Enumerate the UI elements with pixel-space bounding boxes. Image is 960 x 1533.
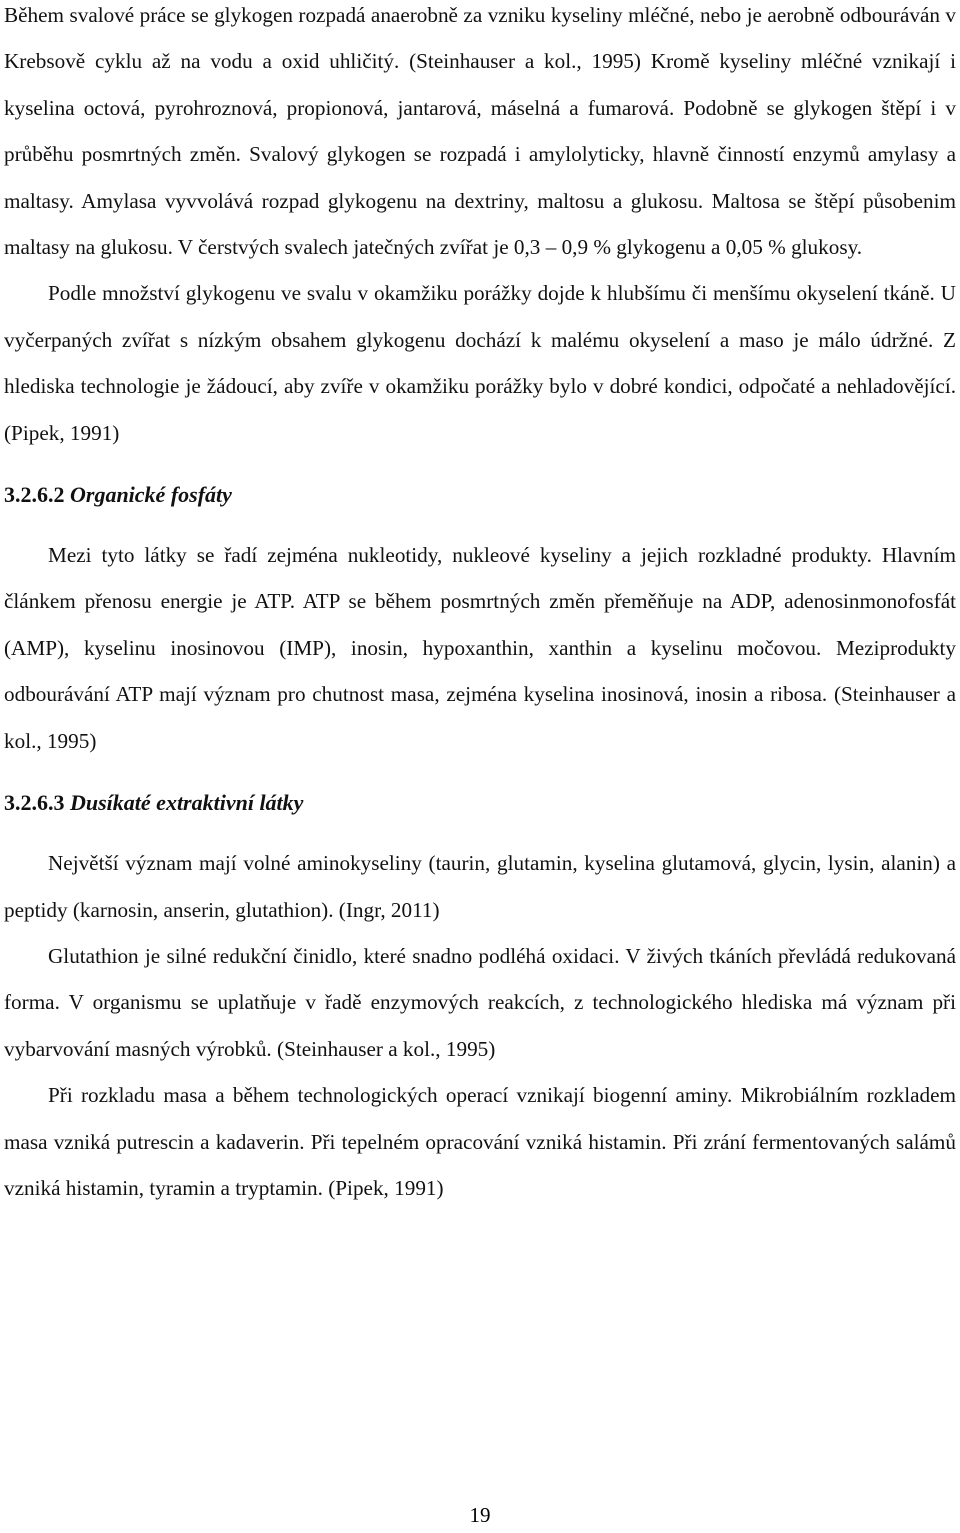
paragraph-glycogen-slaughter: Podle množství glykogenu ve svalu v okamžiku porážky dojde k hlubšímu či menšímu okyselení tkáně. U vyčerpaných zvířat s nízkým obsahem glykogenu dochází k malému okyselení a maso je málo údržné. Z hlediska technologie je žádoucí, aby zvíře v okamžiku porážky bylo v dobré kondici, odpočaté a nehladovějící. (Pipek, 1991) xyxy=(4,281,956,445)
section-heading-nitrogen-extractives xyxy=(4,780,956,826)
paragraph-biogenic-amines: Při rozkladu masa a během technologických operací vznikají biogenní aminy. Mikrobiálním rozkladem masa vzniká putrescin a kadaverin. Při tepelném opracování vzniká histamin. Při zrání fermentovaných salámů vzniká histamin, tyramin a tryptamin. (Pipek, 1991) xyxy=(4,1083,956,1200)
section-number: 3.2.6.3 xyxy=(4,790,65,816)
page-number: 19 xyxy=(469,1503,491,1527)
paragraph-glutathione: Glutathion je silné redukční činidlo, které snadno podléhá oxidaci. V živých tkáních převládá redukovaná forma. V organismu se uplatňuje v řadě enzymových reakcích, z technologického hlediska má význam při vybarvování masných výrobků. (Steinhauser a kol., 1995) xyxy=(4,943,956,1061)
paragraph-organic-phosphates: Mezi tyto látky se řadí zejména nukleotidy, nukleové kyseliny a jejich rozkladné produkty. Hlavním článkem přenosu energie je ATP. ATP se během posmrtných změn přeměňuje na ADP, adenosinmonofosfát (AMP), kyselinu inosinovou (IMP), inosin, hypoxanthin, xanthin a kyselinu močovou. Meziprodukty odbourávání ATP mají význam pro chutnost masa, zejména kyselina inosinová, inosin a ribosa. (Steinhauser a kol., 1995) xyxy=(4,543,956,753)
section-heading-organic-phosphates xyxy=(4,472,956,518)
section-number: 3.2.6.2 xyxy=(4,482,65,508)
paragraph-amino-acids: Největší význam mají volné aminokyseliny (taurin, glutamin, kyselina glutamová, glycin, lysin, alanin) a peptidy (karnosin, anserin, glutathion). (Ingr, 2011) xyxy=(4,851,956,922)
section-title: Dusíkaté extraktivní látky xyxy=(70,790,304,816)
paragraph-glycogen-breakdown: Během svalové práce se glykogen rozpadá anaerobně za vzniku kyseliny mléčné, nebo je aerobně odbouráván v Krebsově cyklu až na vodu a oxid uhličitý. (Steinhauser a kol., 1995) Kromě kyseliny mléčné vznikají i kyselina octová, pyrohroznová, propionová, jantarová, máselná a fumarová. Podobně se glykogen štěpí i v průběhu posmrtných změn. Svalový glykogen se rozpadá i amylolyticky, hlavně činností enzymů amylasy a maltasy. Amylasa vyvvolává rozpad glykogenu na dextriny, maltosu a glukosu. Maltosa se štěpí působenim maltasy na glukosu. V čerstvých svalech jatečných zvířat je 0,3 – 0,9 % glykogenu a 0,05 % glukosy. xyxy=(4,3,956,260)
section-title: Organické fosfáty xyxy=(70,482,232,508)
